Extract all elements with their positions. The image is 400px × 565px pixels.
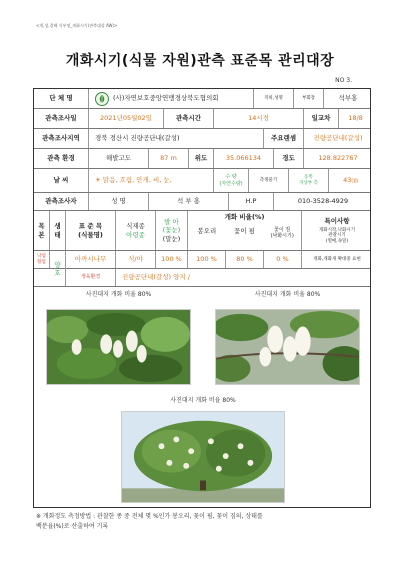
observer-label: 관측조사자	[34, 193, 89, 210]
habitat-label: 생육환경	[66, 269, 116, 286]
longitude-value: 128.822767	[318, 154, 358, 163]
col-sprout	[156, 211, 188, 250]
row-type: 낙엽 활엽	[34, 251, 50, 268]
ratio-group	[188, 211, 302, 250]
org-label: 단 체 명	[34, 89, 89, 108]
col-sprout-a: 발 아 (꽃눈)	[162, 218, 181, 235]
col-planting-b: 아령종	[126, 230, 145, 239]
notes-body: 개화시작,낙화시기 관찰시기 (열매,속잎)	[318, 227, 356, 244]
col-plant: 표 준 목 (식물명)	[66, 211, 116, 250]
row-status: 양 호	[50, 251, 66, 287]
time-value: 14시경	[214, 109, 304, 128]
ratio-fall: 꽃이 짐 (낙화시기)	[270, 227, 294, 240]
ratio-bloom: 꽃이 핌	[234, 227, 255, 236]
header-note: <개,성,결해 식부정_개화시기(관측대상 AW)>	[36, 23, 118, 28]
col-planting	[116, 211, 156, 250]
ratio-bud: 봉오리	[197, 227, 217, 236]
region-label: 관측조사지역	[34, 129, 89, 148]
observer-name: 석 부 홍	[149, 193, 229, 210]
col-planting-a: 식재종	[126, 222, 145, 231]
photo-3-image	[122, 412, 284, 502]
register-sheet	[33, 88, 371, 508]
table-row	[34, 251, 370, 277]
person-name: 석부홍	[338, 94, 358, 103]
photo-1-image	[47, 310, 190, 384]
position-label: 직위,성명	[254, 89, 294, 108]
latitude-value: 35.066134	[214, 149, 274, 168]
altitude-value: 87 m	[149, 149, 189, 168]
photo-2-image	[216, 310, 359, 384]
phone-label: H.P	[229, 193, 274, 210]
region-value: 경북 경산시 진량공단내(갈성)	[89, 129, 264, 148]
row-sprout: 100 %	[156, 251, 188, 268]
photo-1	[46, 309, 191, 385]
notes-head: 특이사항	[324, 216, 350, 225]
org-name: (사)자연보호중앙연맹경상북도협의회	[113, 94, 219, 103]
notes-group	[302, 211, 372, 250]
temp-value: 43㎝	[343, 176, 358, 185]
photo-3	[121, 411, 285, 503]
landmark-value: 진량공단내(갈성)	[313, 134, 363, 143]
habitat-row	[34, 269, 370, 287]
env-label: 관측 환경	[34, 149, 89, 168]
env-row	[34, 149, 370, 169]
row-bud: 100 %	[188, 251, 226, 268]
water-label: 수 량 (자연수량)	[214, 169, 249, 192]
habitat-value: 진량공단내(갈성) 양지 /	[122, 273, 190, 282]
temp-label: 측정물기	[249, 169, 289, 192]
row-bloom: 80 %	[226, 251, 264, 268]
weather-value: ☀ 맑음, 흐림, 안개, 비, 눈,	[89, 169, 214, 192]
org-row	[34, 89, 370, 109]
day-label: 일교차	[304, 109, 339, 128]
row-planting: 식/야	[116, 251, 156, 268]
date-label: 관측조사일	[34, 109, 89, 128]
org-logo-icon	[95, 92, 109, 106]
footnote: ※ 개화정도 측정방법 : 관찰한 종 중 전체 몇 %인가 봉오리, 꽃이 핌, 꽃이 짐의, 상태를 백분율(%)로 산출하여 기록	[36, 513, 263, 530]
phone-value: 010-3528-4929	[297, 197, 349, 206]
temp-sub: 동쪽 지상부 측	[289, 169, 329, 192]
col-sprout-b: (말눈)	[162, 234, 181, 243]
table-header	[34, 211, 370, 251]
observer-row	[34, 193, 370, 211]
row-plant-name: 아까시나무	[66, 251, 116, 268]
photo-3-label: 사진대지 개화 비율 80%	[170, 397, 236, 404]
date-value: 2021년05월02일	[89, 109, 164, 128]
altitude-label: 해발고도	[89, 149, 149, 168]
org-name-cell	[89, 89, 254, 108]
latitude-label: 위도	[189, 149, 214, 168]
observer-role: 성 명	[89, 193, 149, 210]
ratio-head: 개화 비율(%)	[224, 213, 265, 221]
row-note: 개화,개화개 확대중 표현	[313, 256, 361, 262]
day-value: 18/8	[348, 114, 363, 123]
row-fall: 0 %	[264, 251, 302, 268]
time-label: 관측시간	[164, 109, 214, 128]
col-number: 목 본	[34, 211, 50, 250]
page-title: 개화시기(식물 자원)관측 표준목 관리대장	[65, 53, 335, 69]
ratio-subheads	[188, 227, 301, 240]
obs-row	[34, 109, 370, 129]
col-status: 생 태	[50, 211, 66, 250]
form-number: NO 3.	[335, 77, 352, 84]
weather-label: 날 씨	[34, 169, 89, 192]
position-value: 부회장	[294, 89, 324, 108]
weather-row	[34, 169, 370, 193]
region-row	[34, 129, 370, 149]
photo-2-label: 사진대지 개화 비율 80%	[254, 291, 321, 298]
longitude-label: 경도	[274, 149, 304, 168]
photo-1-label: 사진대지 개화 비율 80%	[85, 291, 152, 298]
photo-2	[215, 309, 360, 385]
landmark-label: 주요랜셈	[264, 129, 304, 148]
